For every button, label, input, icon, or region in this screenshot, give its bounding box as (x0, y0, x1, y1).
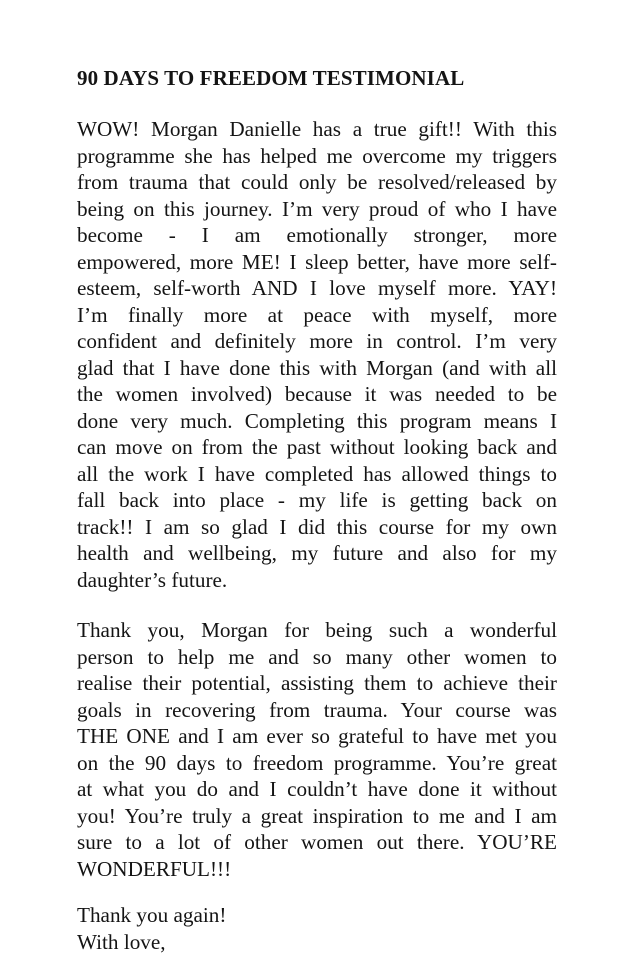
document-title: 90 DAYS TO FREEDOM TESTIMONIAL (77, 66, 465, 90)
text-line: on the 90 days to freedom programme. You’re great (77, 750, 557, 775)
text-line: health and wellbeing, my future and also for my (77, 541, 557, 565)
text-line: realise their potential, assisting them to achieve their (77, 671, 557, 695)
text-line: THE ONE and I am ever so grateful to have met you (77, 724, 557, 748)
text-line: can move on from the past without looking back and (77, 435, 557, 459)
text-line: programme she has helped me overcome my triggers (77, 143, 557, 168)
text-line: done very much. Completing this program means I (77, 408, 557, 433)
text-line: WOW! Morgan Danielle has a true gift!! With this (77, 117, 557, 141)
text-line: confident and definitely more in control. I’m very (77, 329, 557, 353)
text-line: all the work I have completed has allowed things to (77, 461, 557, 486)
text-line: become - I am emotionally stronger, more (77, 223, 557, 247)
text-line: Thank you, Morgan for being such a wonderful (77, 618, 557, 642)
closing-signoff (77, 902, 557, 955)
text-line: from trauma that could only be resolved/released by (77, 170, 557, 194)
text-line: empowered, more ME! I sleep better, have more self- (77, 249, 557, 274)
text-line: With love, (77, 929, 166, 954)
text-line: at what you do and I couldn’t have done it without (77, 777, 557, 801)
text-line: fall back into place - my life is getting back on (77, 488, 557, 512)
testimonial-paragraph-2 (77, 617, 557, 882)
text-line: track!! I am so glad I did this course for my own (77, 514, 557, 539)
text-line: glad that I have done this with Morgan (and with all (77, 355, 557, 380)
text-line: goals in recovering from trauma. Your course was (77, 697, 557, 722)
text-line: I’m finally more at peace with myself, more (77, 302, 557, 327)
text-line: person to help me and so many other women to (77, 644, 557, 669)
text-line: you! You’re truly a great inspiration to me and I am (77, 803, 557, 828)
text-line: esteem, self-worth AND I love myself more. YAY! (77, 276, 557, 300)
testimonial-paragraph-1 (77, 116, 557, 593)
text-line: daughter’s future. (77, 567, 228, 592)
text-line: sure to a lot of other women out there. YOU’RE (77, 830, 557, 854)
text-line: being on this journey. I’m very proud of who I have (77, 196, 557, 221)
text-line: WONDERFUL!!! (77, 856, 232, 881)
text-line: the women involved) because it was needed to be (77, 382, 557, 406)
text-line: Thank you again! (77, 903, 227, 927)
